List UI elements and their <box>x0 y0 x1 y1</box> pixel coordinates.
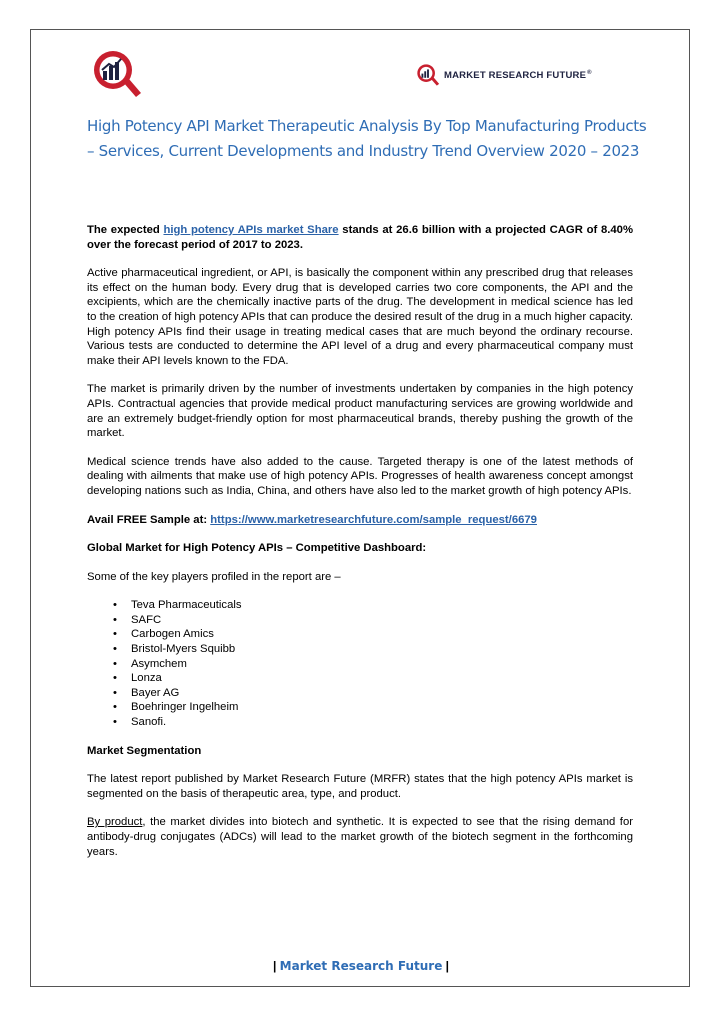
sample-paragraph <box>87 513 633 528</box>
sample-label: Avail FREE Sample at: <box>87 513 211 526</box>
sample-request-link[interactable]: https://www.marketresearchfuture.com/sample_request/6679 <box>210 513 537 526</box>
registered-mark: ® <box>587 69 592 76</box>
list-item: • SAFC <box>113 613 633 628</box>
list-item: • Lonza <box>113 671 633 686</box>
list-item: • Teva Pharmaceuticals <box>113 598 633 613</box>
dashboard-heading: Global Market for High Potency APIs – Competitive Dashboard: <box>87 542 427 555</box>
paragraph-market-drivers: The market is primarily driven by the number of investments undertaken by companies in the high potency APIs. Contractual agencies that provide medical product manufacturing services are growing worldwide and are an extremely budget-friendly option for most pharmaceutical brands, thereby pushing the growth of the market. <box>87 383 633 440</box>
page-footer <box>31 959 691 973</box>
list-item: • Sanofi. <box>113 715 633 730</box>
segmentation-paragraph: The latest report published by Market Research Future (MRFR) states that the high potency APIs market is segmented on the basis of therapeutic area, type, and product. <box>87 773 633 800</box>
document-body <box>87 223 633 873</box>
brand-logo <box>415 62 605 88</box>
intro-paragraph <box>87 223 633 252</box>
players-intro: Some of the key players profiled in the report are – <box>87 570 341 583</box>
intro-text-before: The expected <box>87 224 164 236</box>
document-title: High Potency API Market Therapeutic Analysis By Top Manufacturing Products – Services, Current Developments and Industry Trend Overview 2020 – 2023 <box>87 117 647 160</box>
list-item: • Asymchem <box>113 657 633 672</box>
list-item: • Carbogen Amics <box>113 627 633 642</box>
market-share-link[interactable]: high potency APIs market Share <box>163 224 339 236</box>
footer-brand-link: Market Research Future <box>279 959 443 973</box>
segmentation-heading: Market Segmentation <box>87 744 202 757</box>
by-product-label: By product <box>87 816 143 829</box>
brand-logo-icon <box>415 62 441 88</box>
mrfr-logo-icon <box>89 46 145 102</box>
list-item: • Boehringer Ingelheim <box>113 700 633 715</box>
footer-separator: | <box>272 959 277 973</box>
brand-name: MARKET RESEARCH FUTURE® <box>444 69 592 81</box>
footer-separator: | <box>445 959 450 973</box>
key-players-list <box>87 598 633 729</box>
list-item: • Bayer AG <box>113 686 633 701</box>
paragraph-trends: Medical science trends have also added to the cause. Targeted therapy is one of the latest methods of dealing with ailments that make use of high potency APIs. Progresses of health awareness concept amongst developing nations such as India, China, and others have also led to the market growth of high potency APIs. <box>87 455 633 497</box>
by-product-text: , the market divides into biotech and synthetic. It is expected to see that the rising demand for antibody-drug conjugates (ADCs) will lead to the market growth of the biotech segment in the forthcoming years. <box>87 816 633 858</box>
paragraph-api-definition: Active pharmaceutical ingredient, or API, is basically the component within any prescribed drug that releases its effect on the human body. Every drug that is developed carries two core components, the API and the excipients, which are the chemically inactive parts of the drug. The development in medical science has led to the creation of high potency APIs that can produce the desired result of the drug in a much higher capacity. High potency APIs find their usage in treating medical cases that are much beyond the ordinary recourse. Various tests are conducted to determine the API level of a drug and every pharmaceutical company must make their API levels known to the FDA. <box>87 267 633 367</box>
list-item: • Bristol-Myers Squibb <box>113 642 633 657</box>
document-page <box>30 29 690 987</box>
intro-text-after: stands at 26.6 billion with a projected CAGR of 8.40% over the forecast period of 2017 to 2023. <box>87 224 633 251</box>
by-product-paragraph <box>87 815 633 859</box>
